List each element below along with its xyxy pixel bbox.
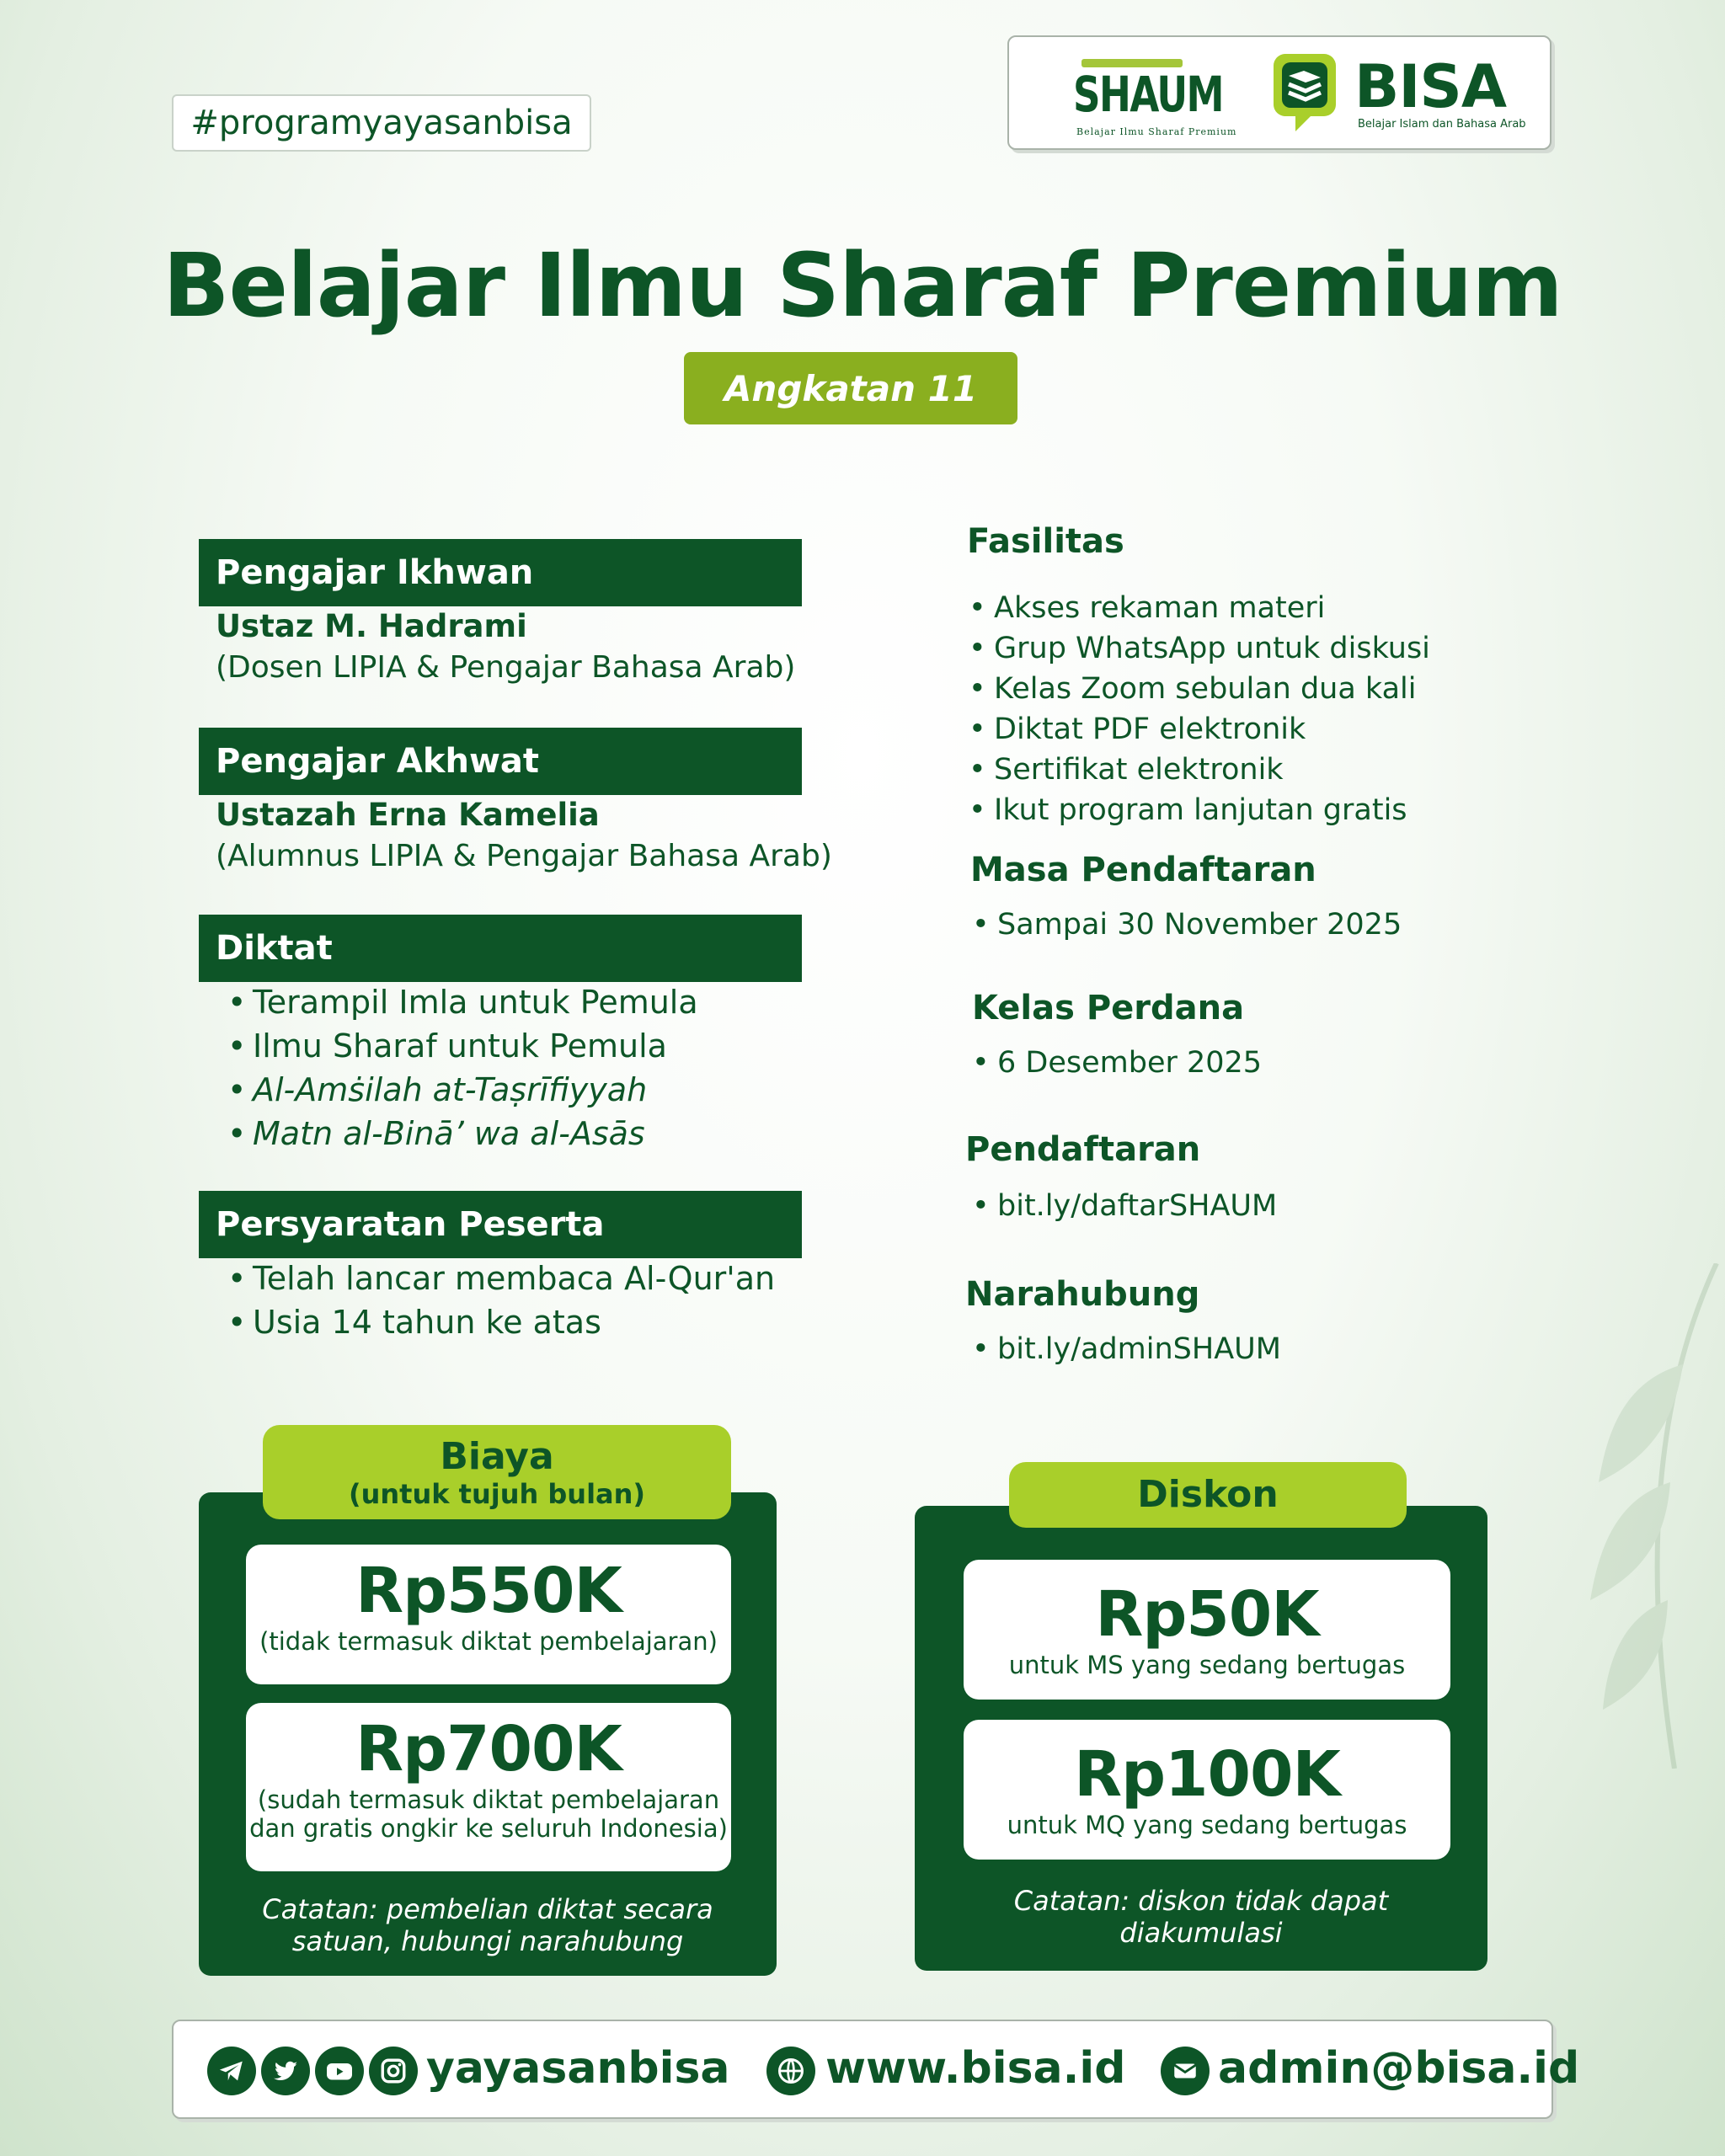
masa-list	[970, 905, 1402, 945]
section-heading-diktat: Diktat	[199, 915, 802, 982]
hashtag-label: #programyayasanbisa	[172, 94, 591, 152]
footer-bar	[172, 2020, 1580, 2119]
section-heading-akhwat: Pengajar Akhwat	[199, 728, 802, 795]
biaya-note-line1: Catatan: pembelian diktat secara	[262, 1893, 713, 1925]
diskon-price-box-2	[964, 1720, 1450, 1860]
heading-masa-pendaftaran: Masa Pendaftaran	[970, 851, 1316, 889]
teacher-name-ikhwan: Ustaz M. Hadrami	[216, 608, 527, 644]
diskon-price-2: Rp100K	[1074, 1738, 1340, 1811]
diskon-note	[915, 1885, 1487, 1949]
list-item: • Matn al-Binā’ wa al-Asās	[226, 1112, 698, 1155]
bisa-logo-icon	[1270, 51, 1339, 135]
heading-fasilitas: Fasilitas	[967, 522, 1124, 561]
diktat-list	[226, 980, 698, 1155]
list-item: • Diktat PDF elektronik	[967, 709, 1430, 750]
mail-icon	[1161, 2047, 1210, 2095]
biaya-note	[199, 1893, 777, 1957]
teacher-name-akhwat: Ustazah Erna Kamelia	[216, 797, 600, 833]
section-heading-syarat: Persyaratan Peserta	[199, 1191, 802, 1258]
diskon-note-line2: diakumulasi	[1119, 1917, 1283, 1949]
shaum-tagline: Belajar Ilmu Sharaf Premium	[1076, 126, 1237, 137]
biaya-price-box-2	[246, 1703, 731, 1871]
diskon-tab: Diskon	[1009, 1462, 1407, 1528]
biaya-price-2: Rp700K	[355, 1713, 622, 1785]
bisa-tagline: Belajar Islam dan Bahasa Arab	[1358, 118, 1526, 131]
list-item: • Ikut program lanjutan gratis	[967, 790, 1430, 830]
website-link[interactable]: www.bisa.id	[825, 2043, 1126, 2094]
email-link[interactable]: admin@bisa.id	[1218, 2043, 1580, 2094]
telegram-icon[interactable]	[207, 2047, 256, 2095]
diskon-note-line1: Catatan: diskon tidak dapat	[1013, 1885, 1389, 1917]
biaya-price-2-note-line1: (sudah termasuk diktat pembelajaran	[257, 1785, 720, 1814]
section-heading-ikhwan: Pengajar Ikhwan	[199, 539, 802, 606]
list-item: • 6 Desember 2025	[970, 1043, 1262, 1083]
contact-link[interactable]: • bit.ly/adminSHAUM	[970, 1329, 1281, 1369]
biaya-price-box-1	[246, 1545, 731, 1684]
list-item: • Telah lancar membaca Al-Qur'an	[226, 1257, 775, 1300]
list-item: • Grup WhatsApp untuk diskusi	[967, 628, 1430, 669]
perdana-list	[970, 1043, 1262, 1083]
page-title: Belajar Ilmu Sharaf Premium	[163, 234, 1562, 337]
diskon-price-1-note: untuk MS yang sedang bertugas	[1008, 1651, 1406, 1679]
heading-kelas-perdana: Kelas Perdana	[972, 989, 1245, 1027]
fasilitas-list	[967, 588, 1430, 830]
heading-pendaftaran: Pendaftaran	[965, 1130, 1201, 1169]
list-item: • Sertifikat elektronik	[967, 750, 1430, 790]
social-handle[interactable]: yayasanbisa	[426, 2043, 730, 2094]
biaya-tab	[263, 1425, 731, 1519]
list-item: • Ilmu Sharaf untuk Pemula	[226, 1024, 698, 1068]
heading-narahubung: Narahubung	[965, 1275, 1200, 1314]
list-item: • Sampai 30 November 2025	[970, 905, 1402, 945]
diskon-price-1: Rp50K	[1095, 1578, 1319, 1651]
leaf-decoration	[1573, 1263, 1725, 1769]
shaum-logo	[1073, 49, 1242, 141]
list-item: • Usia 14 tahun ke atas	[226, 1300, 775, 1344]
youtube-icon[interactable]	[315, 2047, 364, 2095]
pendaftaran-list	[970, 1186, 1277, 1226]
biaya-subtitle: (untuk tujuh bulan)	[348, 1478, 646, 1510]
biaya-note-line2: satuan, hubungi narahubung	[291, 1925, 684, 1957]
list-item: • Kelas Zoom sebulan dua kali	[967, 669, 1430, 709]
bisa-logo-text: BISA	[1354, 52, 1506, 121]
biaya-price-2-note-line2: dan gratis ongkir ke seluruh Indonesia)	[249, 1814, 728, 1843]
twitter-icon[interactable]	[261, 2047, 310, 2095]
biaya-title: Biaya	[440, 1435, 554, 1478]
narahubung-list	[970, 1329, 1281, 1369]
batch-badge: Angkatan 11	[684, 352, 1017, 424]
syarat-list	[226, 1257, 775, 1344]
teacher-desc-akhwat: (Alumnus LIPIA & Pengajar Bahasa Arab)	[216, 839, 832, 873]
list-item: • Akses rekaman materi	[967, 588, 1430, 628]
instagram-icon[interactable]	[369, 2047, 418, 2095]
shaum-logo-text: SHAUM	[1073, 66, 1224, 123]
registration-link[interactable]: • bit.ly/daftarSHAUM	[970, 1186, 1277, 1226]
diskon-price-box-1	[964, 1560, 1450, 1700]
biaya-price-1: Rp550K	[355, 1555, 622, 1627]
biaya-price-1-note: (tidak termasuk diktat pembelajaran)	[259, 1627, 718, 1656]
teacher-desc-ikhwan: (Dosen LIPIA & Pengajar Bahasa Arab)	[216, 650, 796, 685]
list-item: • Terampil Imla untuk Pemula	[226, 980, 698, 1024]
list-item: • Al-Amṡilah at-Taṣrīfiyyah	[226, 1068, 698, 1112]
globe-icon	[766, 2047, 815, 2095]
diskon-price-2-note: untuk MQ yang sedang bertugas	[1007, 1811, 1407, 1839]
logo-panel	[1007, 35, 1551, 150]
